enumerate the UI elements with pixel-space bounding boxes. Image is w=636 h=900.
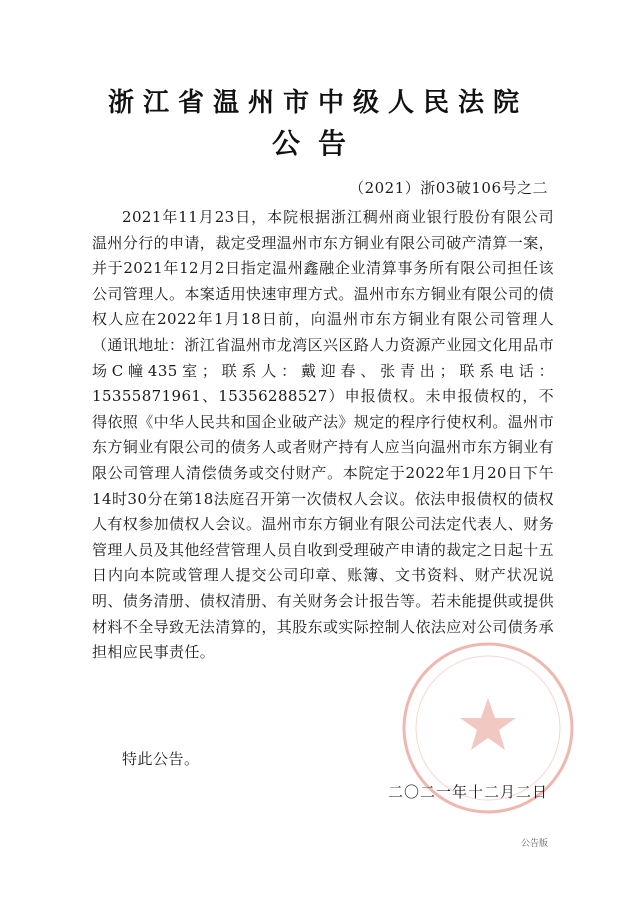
notice-date: 二〇二一年十二月二日 (387, 783, 548, 801)
closing-statement: 特此公告。 (122, 750, 200, 768)
footer-version-mark: 公告版 (520, 839, 548, 849)
notice-body-paragraph: 2021年11月23日，本院根据浙江稠州商业银行股份有限公司温州分行的申请，裁定受理温州市东方铜业有限公司破产清算一案，并于2021年12月2日指定温州鑫融企业清算事务所有限公司担任该公司管理人。本案适用快速审理方式。温州市东方铜业有限公司的债权人应在2022年1月18日前，向温州市东方铜业有限公司管理人（通讯地址：浙江省温州市龙湾区兴区路人力资源产业园文化用品市场C幢435室；联系人：戴迎春、张青出；联系电话：15355871961、15356288527）申报债权。未申报债权的，不得依照《中华人民共和国企业破产法》规定的程序行使权利。温州市东方铜业有限公司的债务人或者财产持有人应当向温州市东方铜业有限公司管理人清偿债务或交付财产。本院定于2022年1月20日下午14时30分在第18法庭召开第一次债权人会议。依法申报债权的债权人有权参加债权人会议。温州市东方铜业有限公司法定代表人、财务管理人员及其他经营管理人员自收到受理破产申请的裁定之日起十五日内向本院或管理人提交公司印章、账簿、文书资料、财产状况说明、债务清册、债权清册、有关财务会计报告等。若未能提供或提供材料不全导致无法清算的，其股东或实际控制人依法应对公司债务承担相应民事责任。 (92, 208, 555, 662)
notice-title: 公告 (271, 127, 364, 160)
court-name: 浙江省温州市中级人民法院 (107, 88, 528, 118)
case-number: （2021）浙03破106号之二 (349, 179, 548, 197)
